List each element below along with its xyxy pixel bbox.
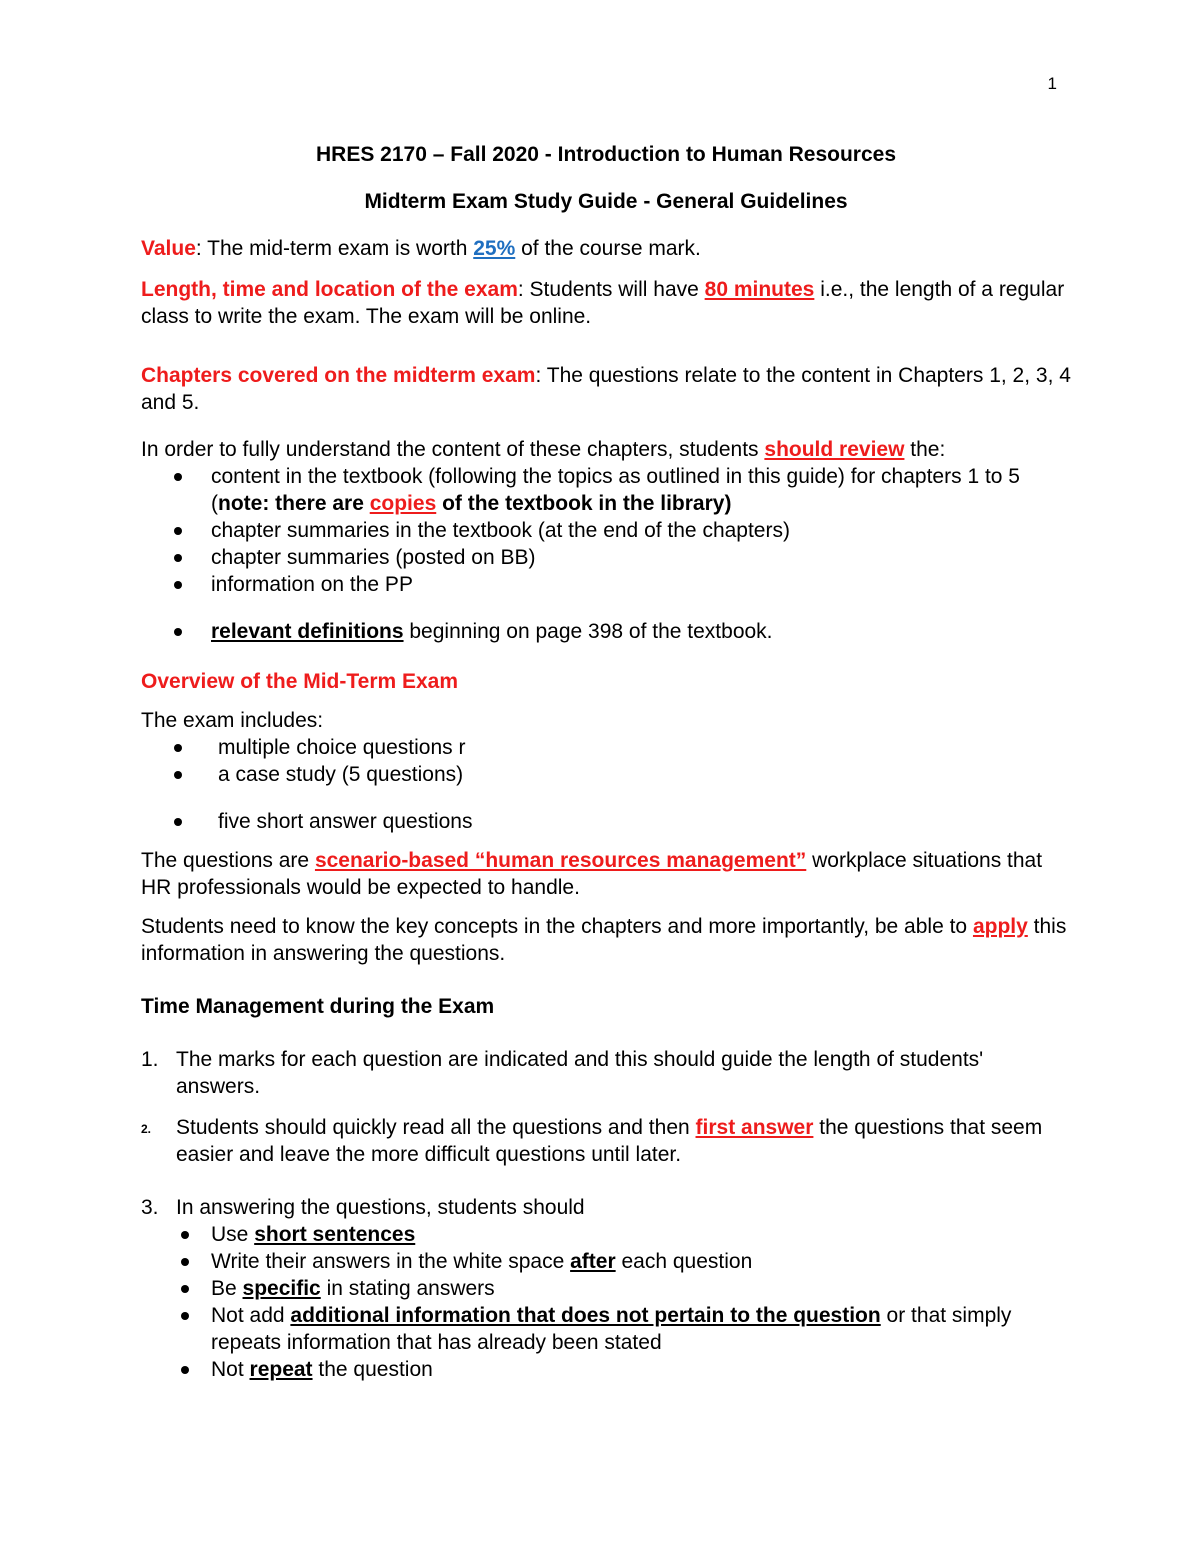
overview-heading: Overview of the Mid-Term Exam [141, 670, 459, 693]
scenario-paragraph: The questions are scenario-based “human resources management” workplace situations that HR professionals would be expected to handle. [141, 849, 1043, 899]
guide-title: Midterm Exam Study Guide - General Guidelines [364, 190, 848, 213]
time-heading: Time Management during the Exam [141, 995, 495, 1018]
review-intro: In order to fully understand the content of these chapters, students should review the: [141, 438, 946, 461]
list-item: content in the textbook (following the topics as outlined in this guide) for chapters 1 to 5 (note: there are copies of the textbook in the library) [141, 463, 1071, 517]
scenario-emphasis: scenario-based “human resources management” [314, 849, 807, 872]
list-item: Not add additional information that does not pertain to the question or that simply repeats information that has already been stated [141, 1302, 1071, 1356]
exam-includes-list [141, 734, 1071, 835]
list-item: Not repeat the question [141, 1356, 1071, 1383]
list-item: Write their answers in the white space after each question [141, 1248, 1071, 1275]
list-item: information on the PP [141, 571, 1071, 598]
page-number: 1 [1047, 74, 1057, 93]
value-percent: 25% [473, 237, 516, 260]
length-label: Length, time and location of the exam [141, 278, 518, 301]
apply-paragraph: Students need to know the key concepts in the chapters and more importantly, be able to apply this information in answering the questions. [141, 915, 1067, 965]
list-item: 3. In answering the questions, students should Use short sentences Write their answers in the white space after each question Be specific in stating answers Not add additional information that does not pertain to the question or that simply repeats information that has already been stated Not repeat the question [141, 1194, 1071, 1383]
list-item: 2. Students should quickly read all the questions and then first answer the questions that seem easier and leave the more difficult questions until later. [141, 1116, 1043, 1166]
copies-emphasis: copies [369, 492, 437, 515]
overview-intro: The exam includes: [141, 709, 324, 732]
chapters-paragraph: Chapters covered on the midterm exam: The questions relate to the content in Chapters 1, 2, 3, 4 and 5. [141, 364, 1071, 414]
list-item: 1. The marks for each question are indicated and this should guide the length of students' answers. [141, 1048, 984, 1098]
list-item: chapter summaries (posted on BB) [141, 544, 1071, 571]
document-body [141, 141, 1071, 1383]
apply-emphasis: apply [972, 915, 1028, 938]
list-item: multiple choice questions r [141, 734, 1071, 761]
first-answer-emphasis: first answer [695, 1116, 814, 1139]
answering-list [141, 1221, 1071, 1383]
chapters-label: Chapters covered on the midterm exam [141, 364, 536, 387]
relevant-definitions-emphasis: relevant definitions [211, 620, 404, 643]
list-item: Be specific in stating answers [141, 1275, 1071, 1302]
course-title: HRES 2170 – Fall 2020 - Introduction to Human Resources [316, 143, 896, 166]
list-item: chapter summaries in the textbook (at the end of the chapters) [141, 517, 1071, 544]
list-item: relevant definitions beginning on page 398 of the textbook. [141, 618, 1071, 645]
list-item: a case study (5 questions) [141, 761, 1071, 788]
time-list [141, 1046, 1071, 1383]
exam-minutes: 80 minutes [704, 278, 815, 301]
list-item: five short answer questions [141, 808, 1071, 835]
should-review-emphasis: should review [764, 438, 905, 461]
review-list [141, 463, 1071, 645]
value-label: Value [141, 237, 196, 260]
list-item: Use short sentences [141, 1221, 1071, 1248]
value-paragraph: Value: The mid-term exam is worth 25% of the course mark. [141, 237, 701, 260]
length-paragraph: Length, time and location of the exam: Students will have 80 minutes i.e., the length of a regular class to write the exam. The exam will be online. [141, 278, 1065, 328]
